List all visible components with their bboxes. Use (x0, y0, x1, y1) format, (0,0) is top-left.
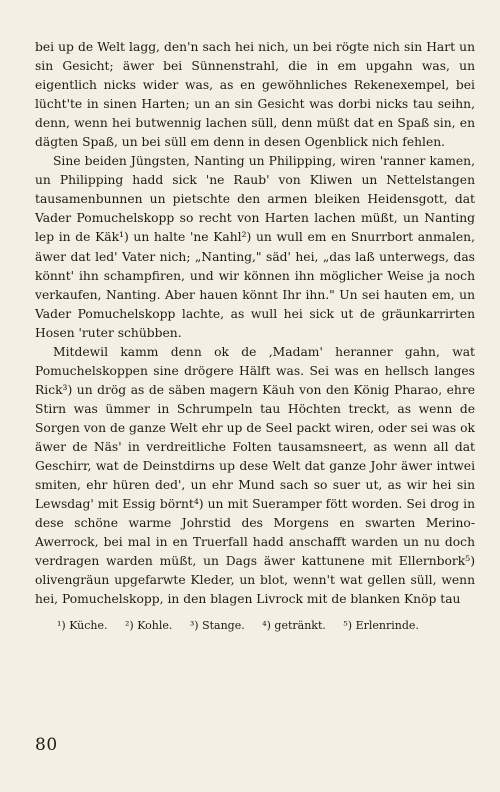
footnote: ¹) Küche. (57, 619, 108, 633)
footnote: ⁵) Erlenrinde. (343, 619, 419, 633)
paragraph: Sine beiden Jüngsten, Nanting un Philipping, wiren 'ranner kamen, un Philipping hadd sick 'ne Raub' von Kliwen un Nettelstangen tausamenbunnen un pietschte den armen bleiken Heidensgott, dat Vader Pomuchelskopp so recht von Harten lachen müßt, un Nanting lep in de Käk¹) un halte 'ne Kahl²) un wull em en Snurrbort anmalen, äwer dat led' Vater nich; „Nanting," säd' hei, „das laß unterwegs, das könnt' ihn schampfiren, und wir können ihn möglicher Weise ja noch verkaufen, Nanting. Aber hauen könnt Ihr ihn." Un sei hauten em, un Vader Pomuchelskopp lachte, as wull hei sick ut de gräunkarrirten Hosen 'ruter schübben. (35, 154, 475, 340)
footnote: ³) Stange. (189, 619, 245, 633)
paragraph: bei up de Welt lagg, den'n sach hei nich, un bei rögte nich sin Hart un sin Gesicht; äwer bei Sünnenstrahl, die in em upgahn was, un eigentlich nicks wider was, as en gewöhnliches Rekenexempel, bei lücht'te in sinen Harten; un an sin Gesicht was dorbi nicks tau seihn, denn, wenn hei butwennig lachen süll, denn müßt dat en Spaß sin, en dägten Spaß, un bei süll em denn in desen Ogenblick nich fehlen. (35, 40, 475, 150)
page-content (35, 38, 475, 634)
body-text (35, 38, 475, 609)
page-number: 80 (35, 735, 58, 755)
footnote: ⁴) getränkt. (262, 619, 326, 633)
paragraph: Mitdewil kamm denn ok de ‚Madam' heranner gahn, wat Pomuchelskoppen sine drögere Hälft was. Sei was en hellsch langes Rick³) un drög as de säben magern Käuh von den König Pharao, ehre Stirn was ümmer in Schrumpeln tau Höchten treckt, as wenn de Sorgen von de ganze Welt ehr up de Seel packt wiren, oder sei was ok äwer de Näs' in verdreitliche Folten tausamsneert, as wenn all dat Geschirr, wat de Deinstdirns up dese Welt dat ganze Johr äwer intwei smiten, ehr hüren ded', un ehr Mund sach so suer ut, as wir hei sin Lewsdag' mit Essig börnt⁴) un mit Sueramper fött worden. Sei drog in dese schöne warme Johrstid des Morgens en swarten Merino-Awerrock, bei mal in en Truerfall hadd anschafft warden un nu doch verdragen warden müßt, un Dags äwer kattunene mit Ellernbork⁵) olivengräun upgefarwte Kleder, un blot, wenn't wat gellen süll, wenn hei, Pomuchelskopp, in den blagen Livrock mit de blanken Knöp tau (35, 344, 475, 607)
footnotes (35, 618, 475, 634)
footnote: ²) Kohle. (125, 619, 173, 633)
